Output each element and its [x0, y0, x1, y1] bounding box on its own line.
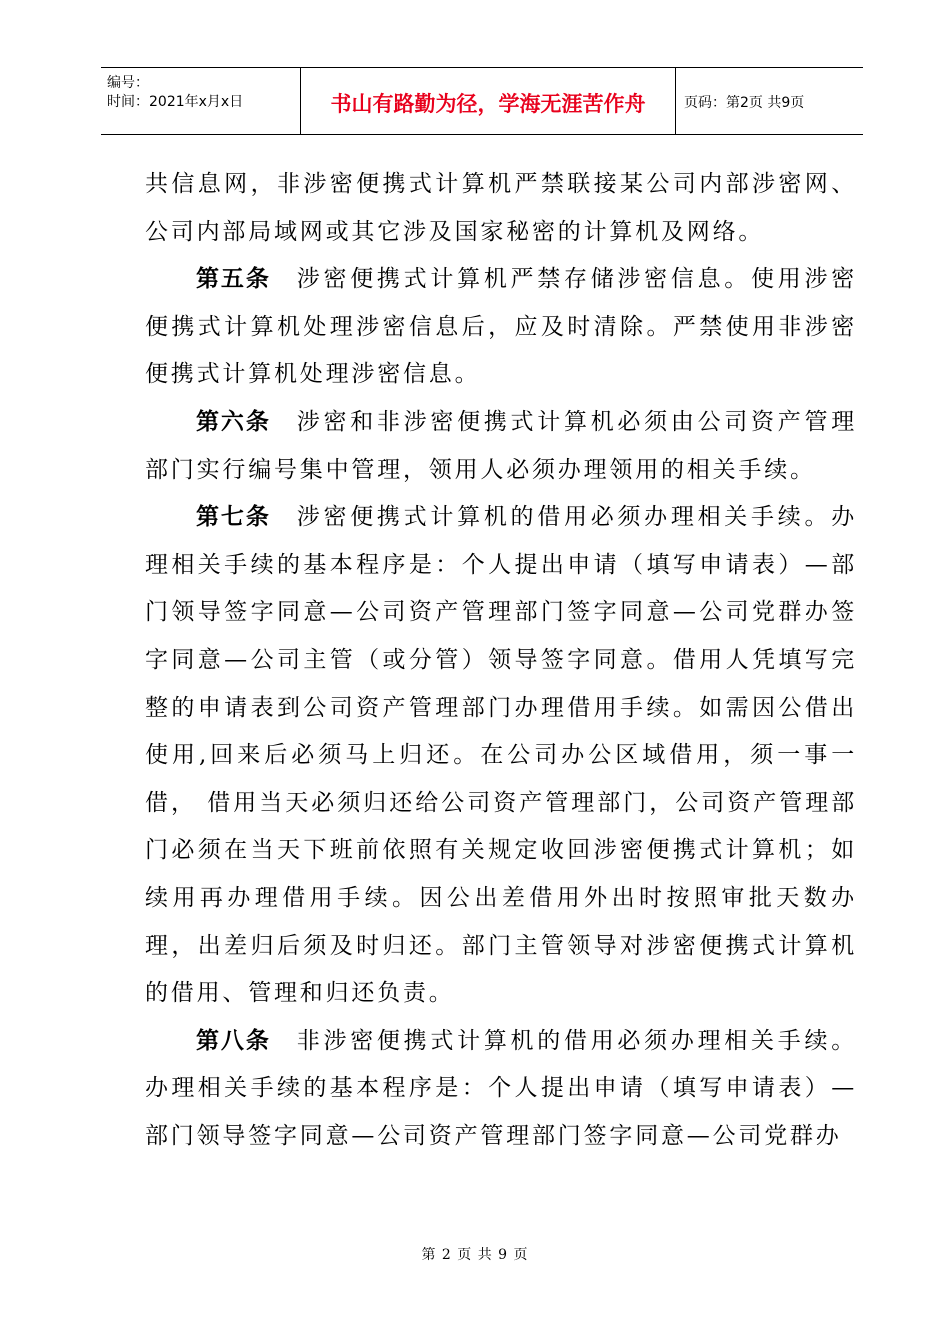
article-text: 涉密便携式计算机的借用必须办理相关手续。办理相关手续的基本程序是：个人提出申请（填写申请表）—部门领导签字同意—公司资产管理部门签字同意—公司党群办签字同意—公司主管（或分管）领导签字同意。借用人凭填写完整的申请表到公司资产管理部门办理借用手续。如需因公借出使用,回来后必须马上归还。在公司办公区域借用，须一事一借， 借用当天必须归还给公司资产管理部门，公司资产管理部门必须在当天下班前依照有关规定收回涉密便携式计算机；如续用再办理借用手续。因公出差借用外出时按照审批天数办理，出差归后须及时归还。部门主管领导对涉密便携式计算机的借用、管理和归还负责。 [145, 504, 857, 1007]
document-body [145, 161, 857, 1160]
header-motto: 书山有路勤为径，学海无涯苦作舟 [300, 68, 676, 134]
date-label: 时间：2021年x月x日 [107, 94, 244, 110]
page-footer: 第 2 页 共 9 页 [421, 1247, 529, 1263]
article-label: 第八条 [196, 1027, 271, 1054]
header-page-number: 页码：第2页 共9页 [684, 95, 805, 111]
paragraph-continued [145, 161, 857, 256]
article-5 [145, 256, 857, 399]
article-7 [145, 494, 857, 1018]
paragraph-text: 共信息网，非涉密便携式计算机严禁联接某公司内部涉密网、公司内部局域网或其它涉及国家秘密的计算机及网络。 [145, 171, 857, 245]
article-label: 第六条 [196, 408, 271, 435]
article-text: 涉密和非涉密便携式计算机必须由公司资产管理部门实行编号集中管理，领用人必须办理领用的相关手续。 [145, 408, 857, 483]
article-label: 第七条 [196, 504, 271, 531]
article-6 [145, 399, 857, 494]
article-8 [145, 1018, 857, 1161]
article-text: 涉密便携式计算机严禁存储涉密信息。使用涉密便携式计算机处理涉密信息后，应及时清除。严禁使用非涉密便携式计算机处理涉密信息。 [145, 266, 857, 388]
article-text: 非涉密便携式计算机的借用必须办理相关手续。办理相关手续的基本程序是：个人提出申请（填写申请表）—部门领导签字同意—公司资产管理部门签字同意—公司党群办 [145, 1027, 857, 1149]
header-meta [101, 68, 300, 134]
serial-number-label: 编号： [107, 75, 149, 91]
article-label: 第五条 [196, 266, 271, 293]
page-header [101, 67, 863, 135]
